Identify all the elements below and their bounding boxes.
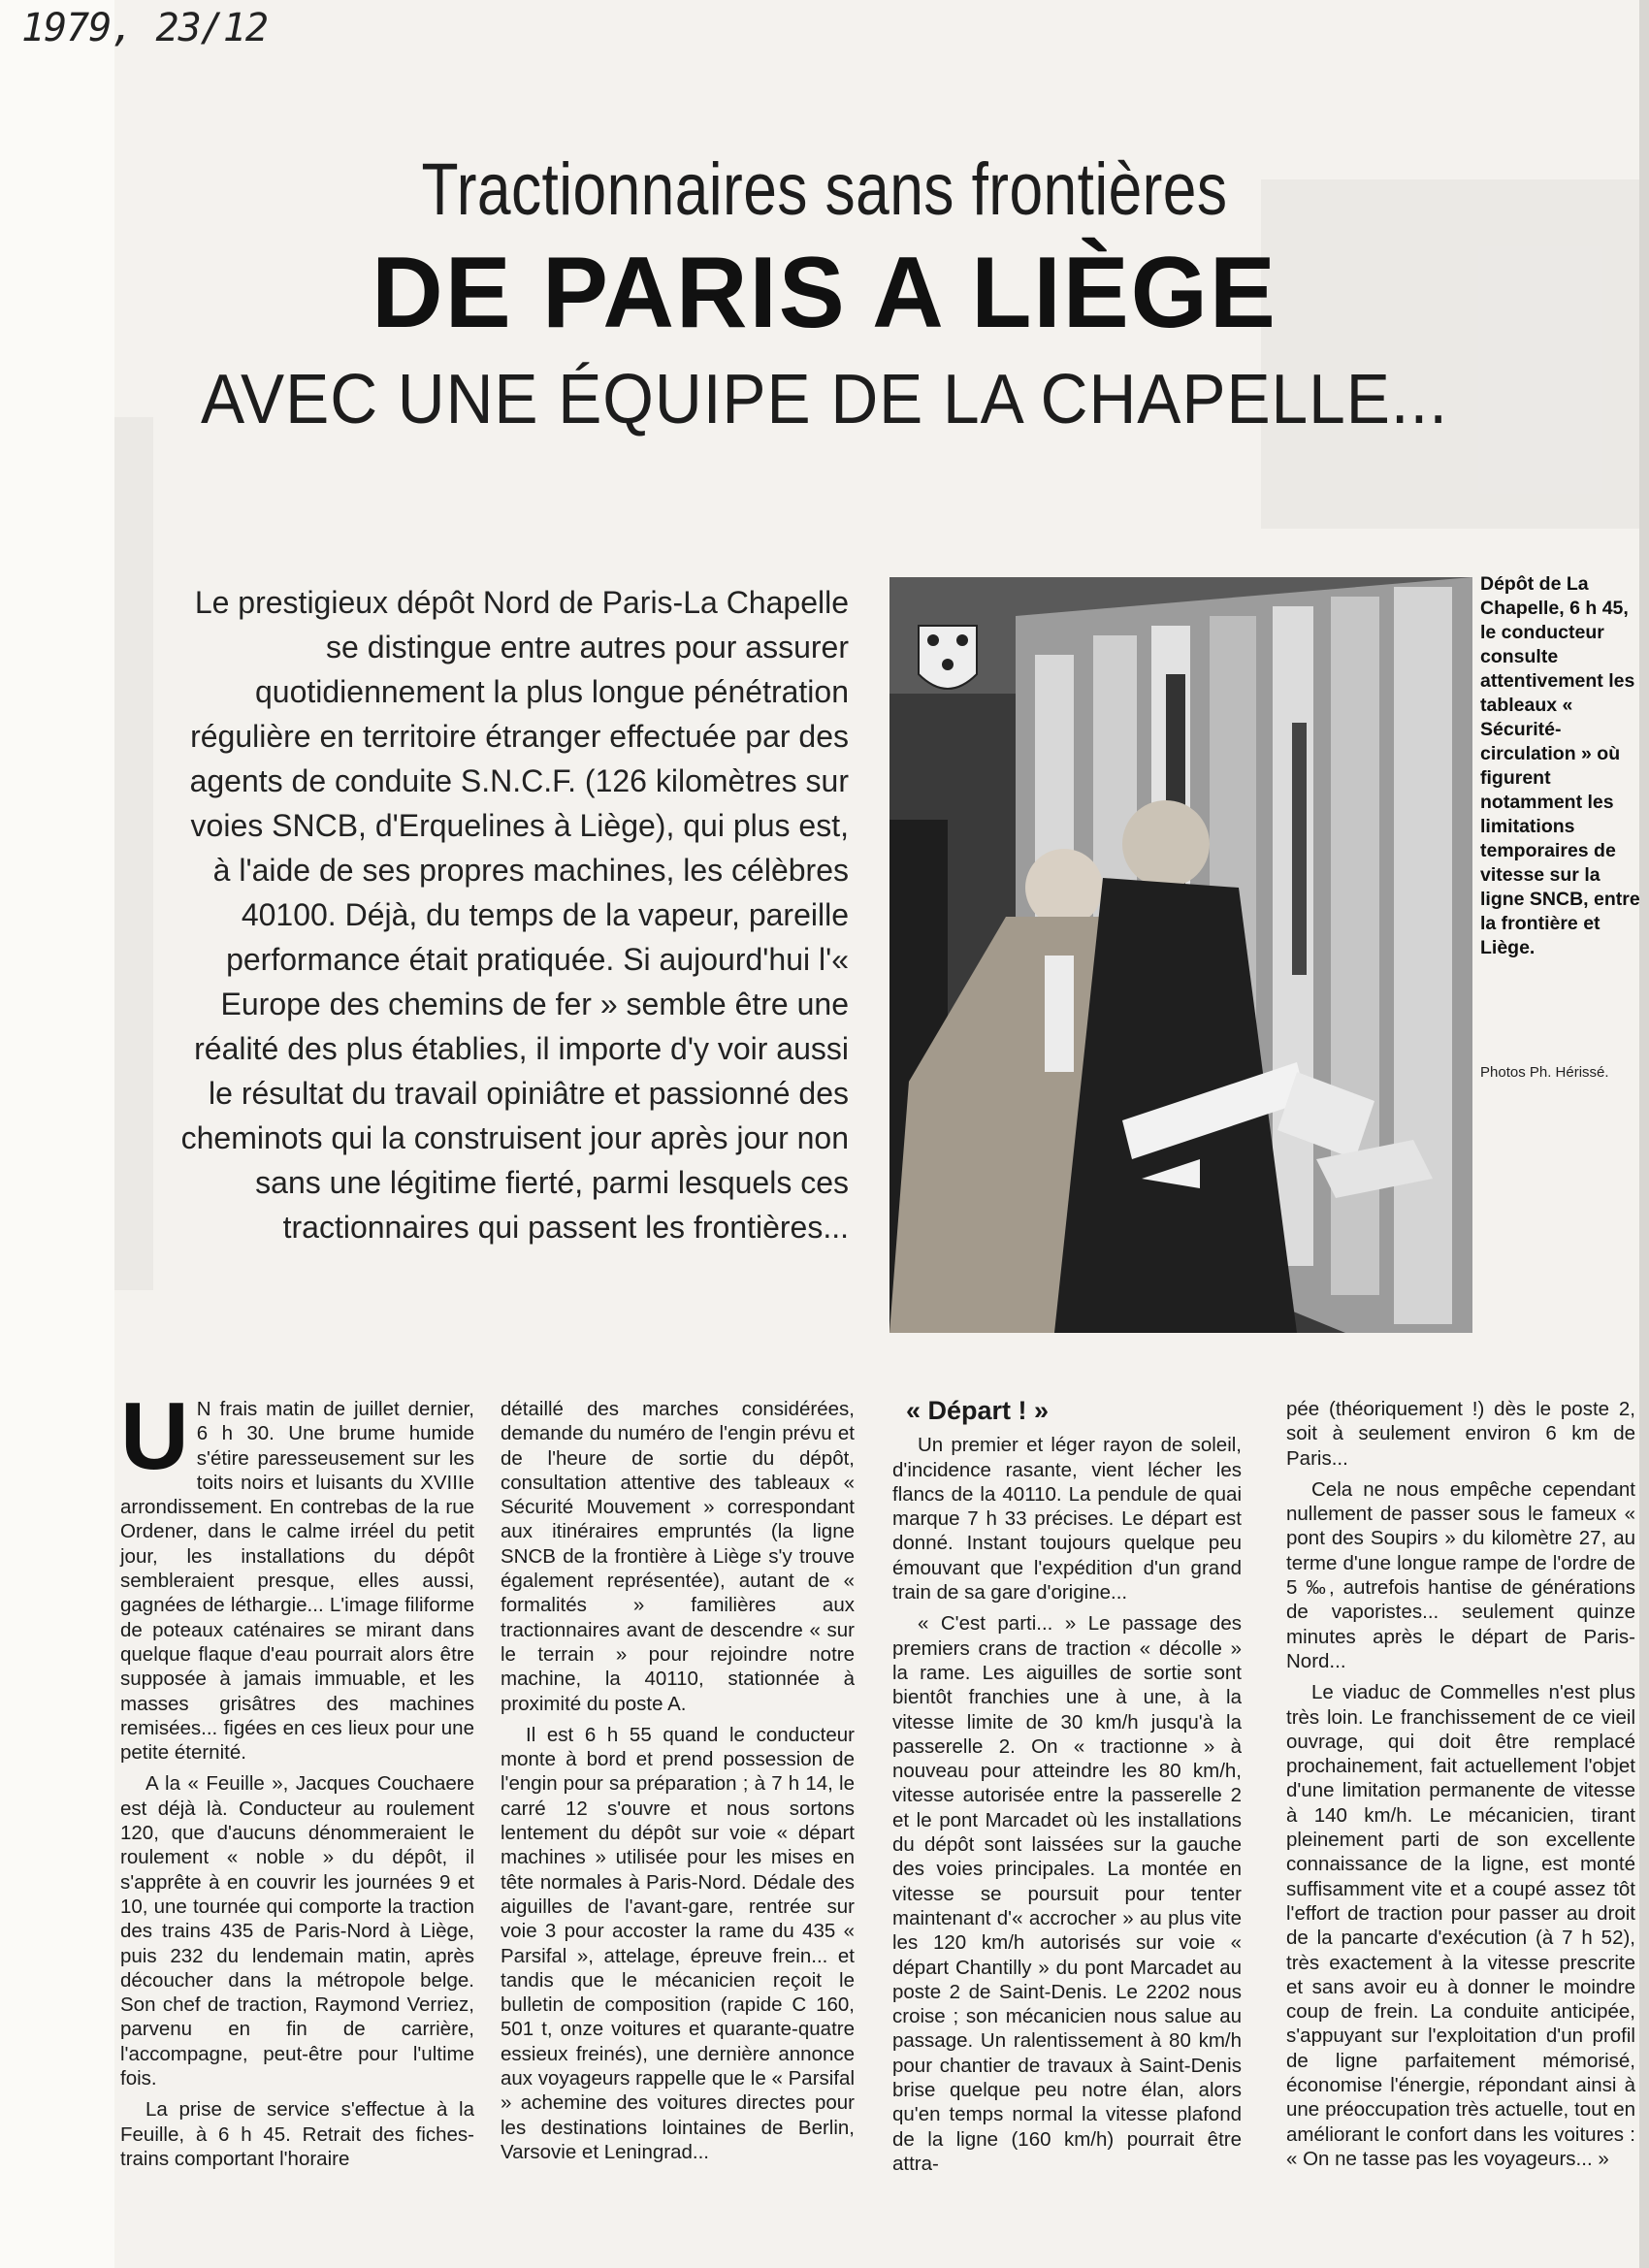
intro-paragraph: Le prestigieux dépôt Nord de Paris-La Chapelle se distingue entre autres pour assurer quotidiennement la plus longue pénétration régulière en territoire étranger effectuée par des agents de conduite S.N.C.F. (126 kilomètres sur voies SNCB, d'Erquelines à Liège), qui plus est, à l'aide de ses propres machines, les célèbres 40100. Déjà, du temps de la vapeur, pareille performance était pratiquée. Si aujourd'hui l'« Europe des chemins de fer » semble être une réalité des plus établies, il importe d'y voir aussi le résultat du travail opiniâtre et passionné des cheminots qui la construisent jour après jour non sans une légitime fierté, parmi lesquels ces tractionnaires qui passent les frontières...: [180, 585, 849, 1245]
bleed-through-shadow: [114, 417, 153, 1290]
body-column-2: [501, 1397, 855, 2171]
depot-photo: [889, 577, 1472, 1333]
drop-cap: U: [120, 1382, 189, 1489]
body-paragraph: N frais matin de juillet dernier, 6 h 30. Une brume humide s'étire paresseusement sur les toits noirs et luisants du XVIIIe arrondissement. En contrebas de la rue Ordener, dans le calme irréel du petit jour, les installations du dépôt sembleraient presque, elles aussi, gagnées de léthargie... L'image filiforme de poteaux caténaires se mirant dans quelque flaque d'eau pourrait alors être supposée à jamais immuable, et les masses grisâtres des machines remisées... figées en ces lieux pour une petite éternité.: [120, 1398, 474, 1765]
photo-credit: Photos Ph. Hérissé.: [1480, 1064, 1609, 1081]
body-paragraph: détaillé des marches considérées, demande du numéro de l'engin prévu et de l'heure de sortie du dépôt, consultation attentive des tableaux « Sécurité Mouvement » correspondant aux itinéraires empruntés (la ligne SNCB de la frontière à Liège s'y trouve également représentée), autant de « formalités » familières aux tractionnaires avant de descendre « sur le terrain » pour rejoindre notre machine, la 40110, stationnée à proximité du poste A.: [501, 1398, 855, 1715]
article-kicker: Tractionnaires sans frontières: [421, 148, 1228, 231]
body-paragraph: La prise de service s'effectue à la Feuille, à 6 h 45. Retrait des fiches-trains comportant l'horaire: [120, 2098, 474, 2170]
photo-caption: Dépôt de La Chapelle, 6 h 45, le conducteur consulte attentivement les tableaux « Sécurité-circulation » où figurent notamment les limitations temporaires de vitesse sur la ligne SNCB, entre la frontière et Liège.: [1480, 573, 1640, 958]
body-column-4: [1286, 1397, 1635, 2178]
page-margin-right: [1639, 0, 1649, 2268]
body-column-1: [120, 1382, 474, 2178]
body-paragraph: A la « Feuille », Jacques Couchaere est déjà là. Conducteur au roulement 120, que d'aucuns dénommeraient le roulement « noble » du dépôt, il s'apprête à en couvrir les journées 9 et 10, une tournée qui comporte la traction des trains 435 de Paris-Nord à Liège, puis 232 du lendemain matin, après découcher dans la métropole belge. Son chef de traction, Raymond Verriez, parvenu en fin de carrière, l'accompagne, peut-être pour l'ultime fois.: [120, 1772, 474, 2090]
section-heading-depart: « Départ ! »: [906, 1396, 1050, 1425]
body-paragraph: « C'est parti... » Le passage des premiers crans de traction « décolle » la rame. Les aiguilles de sortie sont bientôt franchies une à une, à la vitesse limite de 30 km/h jusqu'à la passerelle 2. On « tractionne » à nouveau pour atteindre les 80 km/h, vitesse autorisée entre la passerelle 2 et le pont Marcadet où les installations du dépôt sont laissées sur la gauche des voies principales. La montée en vitesse se poursuit pour tenter maintenant d'« accrocher » au plus vite les 120 km/h autorisés sur voie « départ Chantilly » du pont Marcadet au poste 2 de Saint-Denis. Le 2202 nous croise ; son mécanicien nous salue au passage. Un ralentissement à 80 km/h pour chantier de travaux à Saint-Denis brise quelque peu notre élan, alors qu'en temps normal la vitesse plafond de la ligne (160 km/h) pourrait être attra-: [892, 1612, 1242, 2175]
body-paragraph: Un premier et léger rayon de soleil, d'incidence rasante, vient lécher les flancs de la 40110. La pendule de quai marque 7 h 33 précises. Le départ est donné. Instant toujours quelque peu émouvant que l'expédition d'un grand train de sa gare d'origine...: [892, 1434, 1242, 1604]
article-headline: DE PARIS A LIÈGE: [372, 237, 1277, 349]
handwritten-date-note: 1979, 23/12: [21, 6, 268, 50]
body-paragraph: Le viaduc de Commelles n'est plus très loin. Le franchissement de ce vieil ouvrage, qui doit être remplacé prochainement, fait actuellement l'objet d'une limitation permanente de vitesse à 140 km/h. Le mécanicien, tirant pleinement parti de son excellente connaissance de la ligne, est monté suffisamment vite et a coupé assez tôt l'effort de traction pour passer au droit de la pancarte d'exécution (à 7 h 52), très exactement à la vitesse prescrite et sans avoir eu à donner le moindre coup de frein. La conduite anticipée, s'appuyant sur l'exploitation d'un profil de ligne parfaitement mémorisé, économise l'énergie, répondant ainsi à une préoccupation très actuelle, tout en améliorant le confort dans les voitures : « On ne tasse pas les voyageurs... »: [1286, 1681, 1635, 2170]
body-column-3: [892, 1397, 1242, 2183]
bleed-through-shadow: [1261, 179, 1639, 529]
body-paragraph: Il est 6 h 55 quand le conducteur monte à bord et prend possession de l'engin pour sa préparation ; à 7 h 14, le carré 12 s'ouvre et nous sortons lentement du dépôt sur voie « départ machines » utilisée pour les mises en tête normales à Paris-Nord. Dédale des aiguilles de l'avant-gare, rentrée sur voie 3 pour accoster la rame du 435 « Parsifal », attelage, épreuve frein... et tandis que le mécanicien reçoit le bulletin de composition (rapide C 160, 501 t, onze voitures et quarante-quatre essieux freinés), une dernière annonce aux voyageurs rappelle que le « Parsifal » achemine des voitures directes pour les destinations lointaines de Berlin, Varsovie et Leningrad...: [501, 1723, 855, 2163]
depot-photo-illustration: [889, 577, 1472, 1333]
body-paragraph: pée (théoriquement !) dès le poste 2, soit à seulement environ 6 km de Paris...: [1286, 1398, 1635, 1470]
article-subhead: AVEC UNE ÉQUIPE DE LA CHAPELLE...: [200, 361, 1449, 438]
body-paragraph: Cela ne nous empêche cependant nullement de passer sous le fameux « pont des Soupirs » du kilomètre 27, au terme d'une longue rampe de l'ordre de 5 ‰, autrefois hantise de générations de vaporistes... seulement quinze minutes après le départ de Paris-Nord...: [1286, 1477, 1635, 1672]
